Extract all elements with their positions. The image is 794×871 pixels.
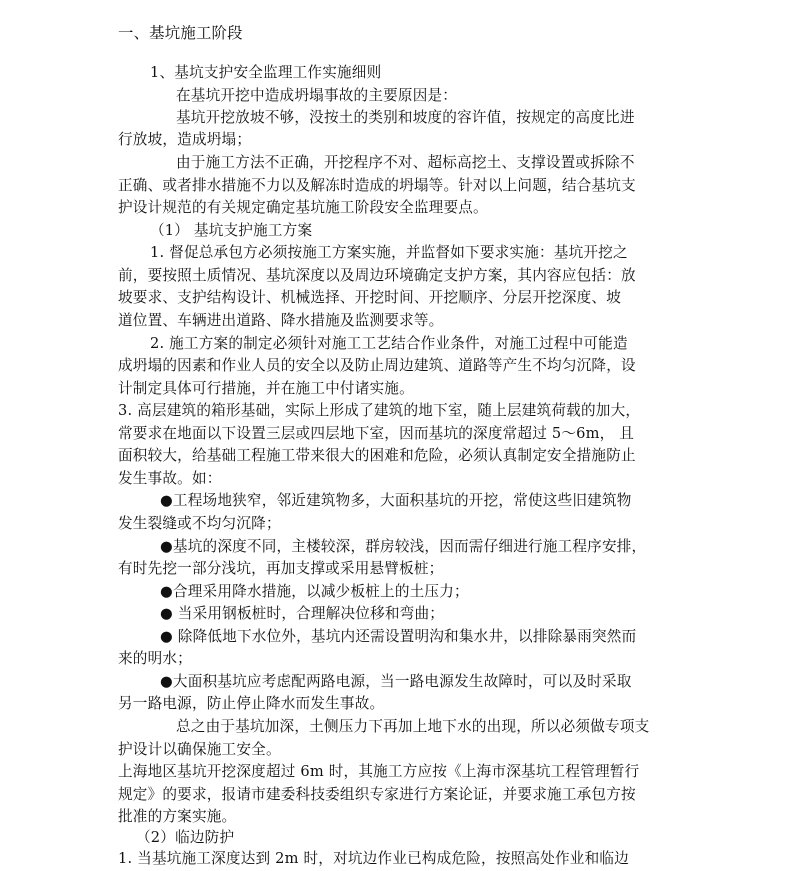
bullet-item: ● 除降低地下水位外，基坑内还需设置明沟和集水井，以排除暴雨突然而 bbox=[160, 628, 637, 645]
subsection-heading: 1、基坑支护安全监理工作实施细则 bbox=[150, 64, 382, 81]
paragraph-line: 前，要按照土质情况、基坑深度以及周边环境确定支护方案，其内容应包括：放 bbox=[118, 267, 636, 284]
paragraph-line: 计制定具体可行措施，并在施工中付诸实施。 bbox=[118, 380, 414, 397]
item-heading: （1） 基坑支护施工方案 bbox=[150, 222, 313, 239]
paragraph-line: 面积较大，给基础工程施工带来很大的困难和危险，必须认真制定安全措施防止 bbox=[118, 447, 636, 464]
paragraph-line: 道位置、车辆进出道路、降水措施及监测要求等。 bbox=[118, 312, 444, 329]
item-heading: （2）临边防护 bbox=[136, 829, 235, 846]
paragraph-line: 另一路电源，防止停止降水而发生事故。 bbox=[118, 695, 385, 712]
paragraph-line: 在基坑开挖中造成坍塌事故的主要原因是： bbox=[176, 87, 458, 104]
paragraph-line: 1. 督促总承包方必须按施工方案实施，并监督如下要求实施：基坑开挖之 bbox=[150, 244, 628, 261]
section-heading: 一、基坑施工阶段 bbox=[118, 24, 243, 42]
paragraph-line: 发生事故。如： bbox=[118, 470, 222, 487]
bullet-item: ●合理采用降水措施，以减少板桩上的土压力； bbox=[160, 583, 469, 600]
paragraph-line: 上海地区基坑开挖深度超过 6m 时，其施工方应按《上海市深基坑工程管理暂行 bbox=[118, 763, 640, 780]
paragraph-line: 批准的方案实施。 bbox=[118, 808, 237, 825]
paragraph-line: 正确、或者排水措施不力以及解冻时造成的坍塌等。针对以上问题，结合基坑支 bbox=[118, 177, 636, 194]
paragraph-line: 1. 当基坑施工深度达到 2m 时，对坑边作业已构成危险，按照高处作业和临边 bbox=[118, 850, 629, 867]
paragraph-line: 有时先挖一部分浅坑，再加支撑或采用悬臂板桩； bbox=[118, 560, 444, 577]
paragraph-line: 来的明水； bbox=[118, 650, 192, 667]
paragraph-line: 护设计以确保施工安全。 bbox=[118, 741, 281, 758]
bullet-item: ●工程场地狭窄，邻近建筑物多，大面积基坑的开挖，常使这些旧建筑物 bbox=[160, 492, 632, 509]
paragraph-line: 行放坡，造成坍塌； bbox=[118, 131, 252, 148]
paragraph-line: 2. 施工方案的制定必须针对施工工艺结合作业条件，对施工过程中可能造 bbox=[150, 335, 628, 352]
paragraph-line: 3. 高层建筑的箱形基础，实际上形成了建筑的地下室，随上层建筑荷载的加大， bbox=[118, 402, 641, 419]
paragraph-line: 规定》的要求，报请市建委科技委组织专家进行方案论证，并要求施工承包方按 bbox=[118, 786, 636, 803]
bullet-item: ●基坑的深度不同，主楼较深，群房较浅，因而需仔细进行施工程序安排， bbox=[160, 538, 647, 555]
paragraph-line: 坡要求、支护结构设计、机械选择、开挖时间、开挖顺序、分层开挖深度、坡 bbox=[118, 289, 621, 306]
paragraph-line: 常要求在地面以下设置三层或四层地下室，因而基坑的深度常超过 5～6m， 且 bbox=[118, 425, 635, 442]
paragraph-line: 护设计规范的有关规定确定基坑施工阶段安全监理要点。 bbox=[118, 199, 488, 216]
paragraph-line: 总之由于基坑加深，土侧压力下再加上地下水的出现，所以必须做专项支 bbox=[176, 718, 650, 735]
bullet-item: ● 当采用钢板桩时，合理解决位移和弯曲； bbox=[160, 605, 445, 622]
paragraph-line: 由于施工方法不正确，开挖程序不对、超标高挖土、支撑设置或拆除不 bbox=[176, 154, 635, 171]
bullet-item: ●大面积基坑应考虑配两路电源，当一路电源发生故障时，可以及时采取 bbox=[160, 673, 632, 690]
paragraph-line: 发生裂缝或不均匀沉降； bbox=[118, 515, 281, 532]
paragraph-line: 基坑开挖放坡不够，没按土的类别和坡度的容许值，按规定的高度比进 bbox=[176, 109, 635, 126]
paragraph-line: 成坍塌的因素和作业人员的安全以及防止周边建筑、道路等产生不均匀沉降，设 bbox=[118, 357, 636, 374]
